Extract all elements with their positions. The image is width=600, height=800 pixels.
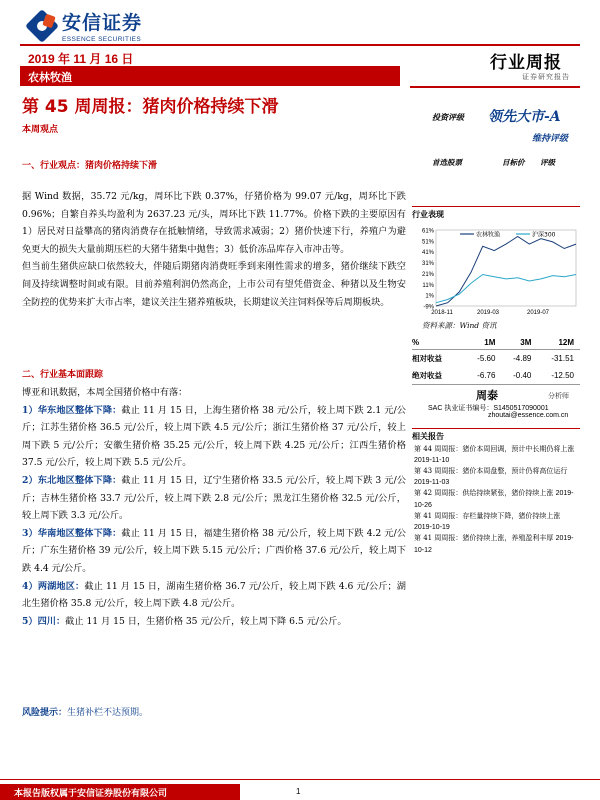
- report-subtype: 证券研究报告: [522, 73, 570, 81]
- section-1-body: [22, 188, 406, 311]
- related-report-item[interactable]: [414, 444, 580, 466]
- table-header: 12M: [537, 336, 580, 350]
- related-reports-title: 相关报告: [412, 428, 580, 442]
- report-type: 行业周报: [490, 53, 562, 73]
- section-heading-1: 一、行业观点：猪肉价格持续下滑: [22, 161, 158, 171]
- risk-warning: [22, 705, 148, 718]
- analyst-role: 分析师: [548, 392, 569, 400]
- section-2-body: [22, 384, 406, 630]
- related-report-item[interactable]: [414, 533, 580, 556]
- region-paragraph: [22, 613, 406, 631]
- table-cell: 绝对收益: [412, 367, 465, 385]
- section-heading-2: 二、行业基本面跟踪: [22, 370, 104, 380]
- related-report-item[interactable]: [414, 466, 580, 488]
- table-cell: -31.51: [551, 354, 574, 363]
- related-report-item[interactable]: [414, 488, 580, 511]
- related-report-text: 第 44 周周报：猪价本周回调，预计中长期仍将上涨: [414, 445, 575, 453]
- logo-name-cn: 安信证券: [62, 12, 143, 34]
- rating-value: 领先大市-A: [488, 109, 561, 125]
- related-report-item[interactable]: [414, 511, 580, 533]
- stock-header-stock: 首选股票: [432, 158, 462, 167]
- region-paragraph: [22, 578, 406, 613]
- stock-header-target: 目标价: [502, 158, 525, 167]
- related-report-text: 第 41 周周报：存栏量持续下降，猪价持续上涨: [414, 512, 561, 520]
- related-report-date: 2019-10-12: [414, 535, 574, 554]
- y-tick-label: 11%: [422, 282, 434, 289]
- report-subhead: 本周观点: [22, 125, 59, 135]
- chart-source: 资料来源：Wind 资讯: [422, 321, 497, 330]
- table-cell: -5.60: [477, 354, 496, 363]
- table-cell: -6.76: [465, 367, 501, 385]
- table-cell: -12.50: [537, 367, 580, 385]
- industry-banner: 农林牧渔: [20, 66, 400, 86]
- related-report-date: 2019-11-10: [414, 456, 450, 464]
- series-line-2: [436, 275, 576, 303]
- y-tick-label: -9%: [423, 304, 434, 311]
- table-cell: -4.89: [513, 354, 532, 363]
- analyst-email[interactable]: zhoutai@essence.com.cn: [488, 412, 569, 419]
- rating-label: 投资评级: [432, 112, 464, 122]
- region-label: 4）两湖地区：: [22, 580, 85, 592]
- y-tick-label: 61%: [421, 228, 434, 235]
- region-paragraph: [22, 525, 406, 578]
- region-label: 3）华南地区整体下降：: [22, 527, 122, 539]
- footer-label: 本报告版权属于安信证券股份有限公司: [14, 789, 168, 799]
- table-header: 3M: [501, 336, 537, 350]
- y-tick-label: 1%: [425, 293, 434, 300]
- table-header: %: [412, 336, 465, 350]
- risk-text: 生猪补栏不达预期。: [67, 708, 149, 718]
- report-title: 第 45 周周报：猪肉价格持续下滑: [22, 97, 279, 117]
- y-tick-label: 41%: [421, 250, 434, 257]
- performance-chart: [412, 222, 580, 318]
- analyst-name: 周泰: [476, 389, 498, 402]
- legend-label: 农林牧渔: [476, 231, 501, 239]
- header-rule: [20, 44, 580, 46]
- performance-table: [412, 336, 580, 385]
- related-report-date: 2019-11-03: [414, 478, 450, 486]
- logo-icon: [28, 12, 56, 40]
- related-report-date: 2019-10-26: [414, 490, 574, 509]
- logo-name-en: ESSENCE SECURITIES: [62, 36, 142, 43]
- table-cell: -0.40: [501, 367, 537, 385]
- paragraph: 博亚和讯数据，本周全国猪价格中有落：: [22, 387, 188, 398]
- report-date: 2019 年 11 月 16 日: [28, 52, 134, 66]
- region-label: 5）四川：: [22, 615, 66, 627]
- region-paragraph: [22, 472, 406, 525]
- related-report-text: 第 41 周周报：猪价持续上涨，养殖盈利丰厚: [414, 534, 554, 542]
- table-header: 1M: [465, 336, 501, 350]
- region-text: 截止 11 月 15 日，辽宁生猪价格 33.5 元/公斤，较上周下跌 3 元/公斤；吉林生猪价格 33.7 元/公斤，较上周下跌 2.8 元/公斤；黑龙江生猪价格 32.5 元/公斤，较上周下跌 3.3 元/公斤。: [22, 474, 406, 522]
- rating-keep: 维持评级: [532, 134, 569, 144]
- x-tick-label: 2019-03: [476, 310, 500, 316]
- risk-label: 风险提示：: [22, 708, 68, 718]
- related-report-date: 2019-10-19: [414, 523, 450, 531]
- paragraph: 据 Wind 数据，35.72 元/kg，周环比下跌 0.37%，仔猪价格为 99.07 元/kg，周环比下跌 0.96%；自繁自养头均盈利为 2637.23 元/头，周环比下跌 11.77%。价格下跌的主要原因有 1）居民对日益攀高的猪肉消费存在抵触情绪，导致需求减弱；2）猪价快速下行，养殖户为避免更大的损失大量前期压栏的大猪牛猪集中抛售；3）低价冻品库存入市冲击等。: [22, 191, 406, 255]
- region-label: 2）东北地区整体下降：: [22, 474, 122, 486]
- region-paragraph: [22, 402, 406, 472]
- legend-label: 沪深300: [532, 231, 556, 239]
- region-text: 截止 11 月 15 日，上海生猪价格 38 元/公斤，较上周下跌 2.1 元/公斤；江苏生猪价格 36.5 元/公斤，较上周下跌 4.5 元/公斤；浙江生猪价格 37 元/公斤，较上周下跌 5 元/公斤；安徽生猪价格 35.25 元/公斤，较上周下跌 4.25 元/公斤；江西生猪价格 37.5 元/公斤，较上周下跌 5.5 元/公斤。: [22, 404, 406, 469]
- related-reports-list: [414, 444, 580, 556]
- y-tick-label: 31%: [421, 261, 434, 268]
- performance-title: 行业表现: [412, 206, 580, 220]
- table-cell: 相对收益: [412, 354, 442, 363]
- region-text: 截止 11 月 15 日，生猪价格 35 元/公斤，较上周下降 6.5 元/公斤。: [65, 615, 347, 627]
- page-number: 1: [296, 787, 301, 796]
- table-row: [412, 350, 580, 368]
- company-logo: [28, 8, 142, 43]
- related-report-text: 第 42 周周报：供给持续紧张，猪价持续上涨: [414, 489, 554, 497]
- y-tick-label: 51%: [421, 239, 434, 246]
- footer-rule: [0, 779, 600, 780]
- analyst-sac-number: SAC 执业证书编号：S1450517090001: [428, 405, 549, 412]
- region-text: 截止 11 月 15 日，福建生猪价格 38 元/公斤，较上周下跌 4.2 元/公斤；广东生猪价格 39 元/公斤，较上周下跌 5.15 元/公斤；广西价格 37.6 元/公斤，较上周下跌 4.4 元/公斤。: [22, 527, 406, 574]
- table-row: [412, 367, 580, 385]
- sidebar-rule: [410, 86, 580, 88]
- x-tick-label: 2018-11: [431, 310, 453, 316]
- y-tick-label: 21%: [421, 271, 434, 278]
- region-label: 1）华东地区整体下降：: [22, 404, 122, 416]
- table-header-row: [412, 336, 580, 350]
- x-tick-label: 2019-07: [526, 310, 550, 316]
- paragraph: 但当前生猪供应缺口依然较大，伴随后期猪肉消费旺季到来刚性需求的增多，猪价继续下跌空间及持续调整时间或有限。目前养殖利润仍然高企，上市公司有望凭借资金、种猪以及生物安全防控的优势来扩大市占率，建议关注生猪养殖板块，长期建议关注饲料保等后周期板块。: [22, 261, 406, 308]
- related-report-text: 第 43 周周报：猪价本周盘整，预计仍将高位运行: [414, 467, 568, 475]
- region-text: 截止 11 月 15 日，湖南生猪价格 36.7 元/公斤，较上周下跌 4.6 元/公斤；湖北生猪价格 35.8 元/公斤，较上周下跌 4.8 元/公斤。: [22, 580, 406, 610]
- stock-header-rating: 评级: [540, 158, 555, 167]
